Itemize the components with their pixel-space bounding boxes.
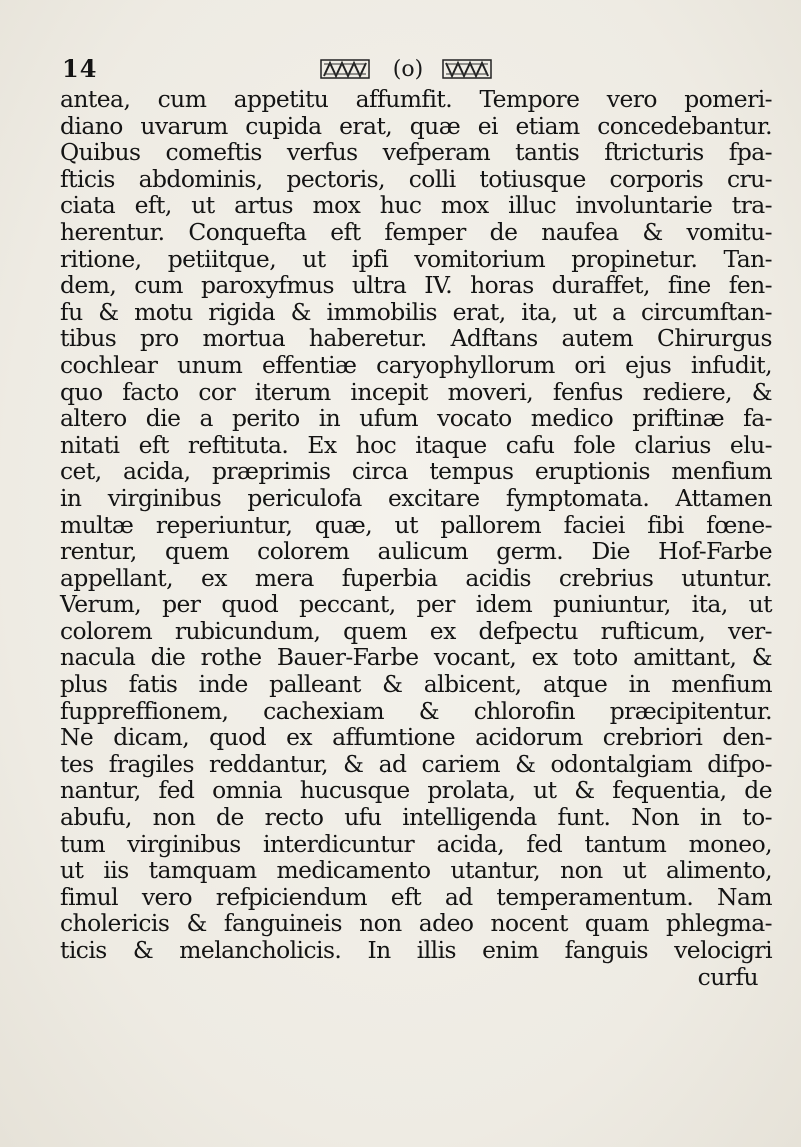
text-line: altero die a perito in ufum vocato medico priftinæ fa- xyxy=(60,404,772,433)
center-ornament-text: (o) xyxy=(392,57,424,82)
text-line: quo facto cor iterum incepit moveri, fenfus rediere, & xyxy=(60,377,772,406)
text-line: Quibus comeftis verfus vefperam tantis ftricturis fpa- xyxy=(60,138,772,167)
text-line: abufu, non de recto ufu intelligenda funt. Non in to- xyxy=(60,803,772,832)
text-line: fuppreffionem, cachexiam & chlorofin præcipitentur. xyxy=(60,696,772,725)
text-line: tum virginibus interdicuntur acida, fed tantum moneo, xyxy=(60,829,772,858)
text-line: nantur, fed omnia hucusque prolata, ut & fequentia, de xyxy=(60,776,772,805)
text-line: in virginibus periculofa excitare fymptomata. Attamen xyxy=(60,483,772,512)
text-line: appellant, ex mera fuperbia acidis crebrius utuntur. xyxy=(60,563,772,592)
text-line: cholericis & fanguineis non adeo nocent quam phlegma- xyxy=(60,909,772,938)
text-line: colorem rubicundum, quem ex defpectu rufticum, ver- xyxy=(60,616,772,645)
left-ornament-icon xyxy=(320,58,370,80)
text-line: nacula die rothe Bauer-Farbe vocant, ex toto amittant, & xyxy=(60,643,772,672)
text-line: Ne dicam, quod ex affumtione acidorum crebriori den- xyxy=(60,723,772,752)
text-line: ticis & melancholicis. In illis enim fanguis velocigri xyxy=(60,936,772,964)
text-line: ciata eft, ut artus mox huc mox illuc involuntarie tra- xyxy=(60,191,772,220)
text-line: nitati eft reftituta. Ex hoc itaque cafu fole clarius elu- xyxy=(60,430,772,459)
text-line: herentur. Conquefta eft femper de naufea & vomitu- xyxy=(60,217,772,246)
right-ornament-icon xyxy=(442,58,492,80)
center-ornament-icon xyxy=(384,56,432,82)
text-line: fu & motu rigida & immobilis erat, ita, ut a circumftan- xyxy=(60,297,772,326)
page-number: 14 xyxy=(62,54,98,83)
text-line: fticis abdominis, pectoris, colli totiusque corporis cru- xyxy=(60,164,772,193)
text-line: plus fatis inde palleant & albicent, atque in menfium xyxy=(60,670,772,699)
text-line: antea, cum appetitu affumfit. Tempore vero pomeri- xyxy=(60,85,772,113)
catchword: curfu xyxy=(697,962,758,991)
text-line: Verum, per quod peccant, per idem puniuntur, ita, ut xyxy=(60,590,772,619)
text-line: multæ reperiuntur, quæ, ut pallorem faciei fibi fœne- xyxy=(60,510,772,539)
text-line: fimul vero refpiciendum eft ad temperamentum. Nam xyxy=(60,882,772,911)
text-line: cochlear unum effentiæ caryophyllorum ori ejus infudit, xyxy=(60,350,772,379)
text-line: rentur, quem colorem aulicum germ. Die Hof-Farbe xyxy=(60,537,772,566)
body-text xyxy=(60,86,772,990)
text-line: ut iis tamquam medicamento utantur, non ut alimento, xyxy=(60,856,772,885)
text-line: tibus pro mortua haberetur. Adftans autem Chirurgus xyxy=(60,324,772,353)
page-header xyxy=(62,48,762,84)
text-line: tes fragiles reddantur, & ad cariem & odontalgiam difpo- xyxy=(60,749,772,778)
text-line: cet, acida, præprimis circa tempus eruptionis menfium xyxy=(60,457,772,486)
text-line: ritione, petiitque, ut ipfi vomitorium propinetur. Tan- xyxy=(60,244,772,273)
text-line: dem, cum paroxyfmus ultra IV. horas duraffet, fine fen- xyxy=(60,271,772,300)
text-line: diano uvarum cupida erat, quæ ei etiam concedebantur. xyxy=(60,111,772,140)
